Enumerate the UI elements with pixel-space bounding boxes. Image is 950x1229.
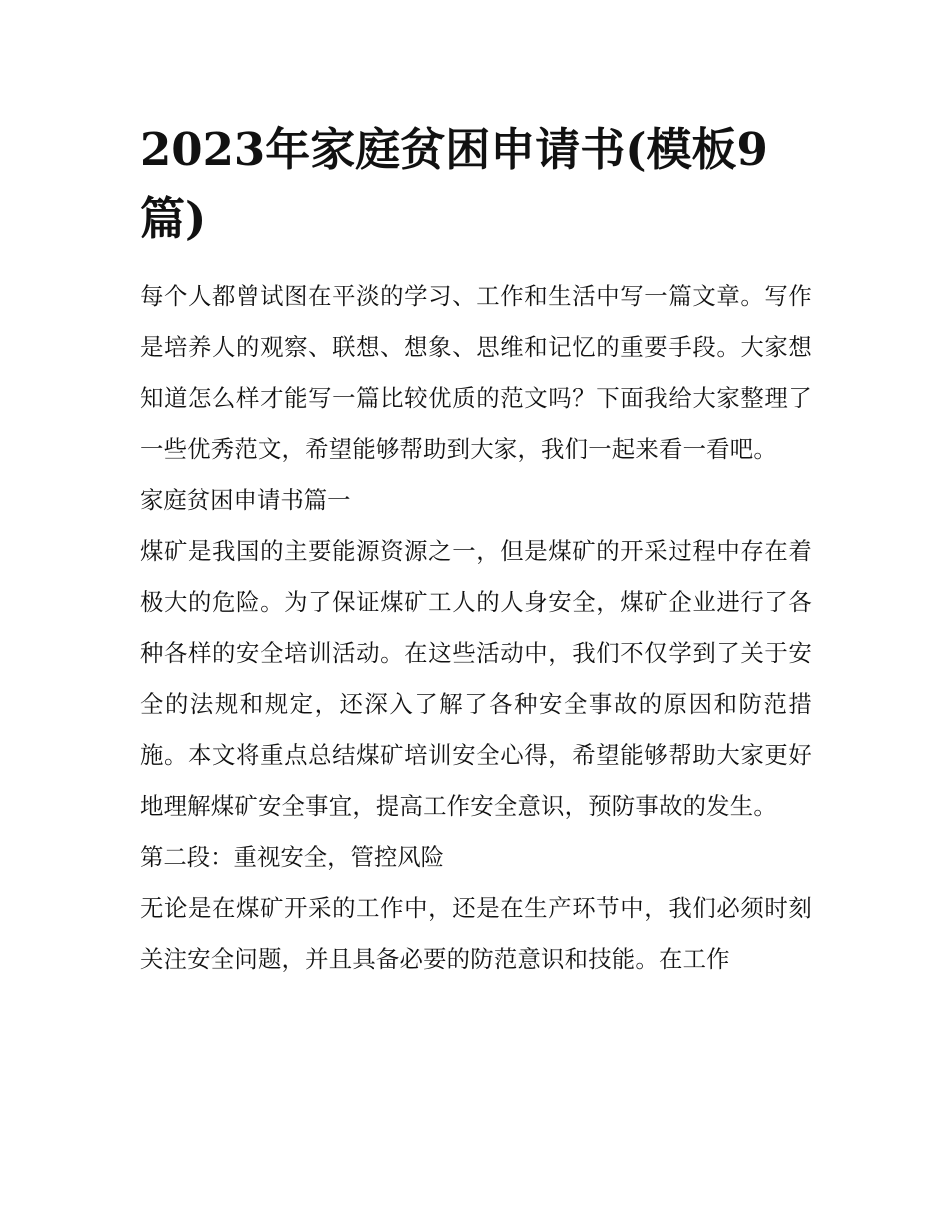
section-heading-1: 家庭贫困申请书篇一 <box>140 486 351 514</box>
intro-paragraph: 每个人都曾试图在平淡的学习、工作和生活中写一篇文章。写作是培养人的观察、联想、想象、思维和记忆的重要手段。大家想知道怎么样才能写一篇比较优质的范文吗？下面我给大家整理了一些优秀范文，希望能够帮助到大家，我们一起来看一看吧。 <box>140 282 812 463</box>
section-heading-2: 第二段：重视安全，管控风险 <box>140 843 445 871</box>
document-title: 2023年家庭贫困申请书(模板9篇) <box>140 123 768 245</box>
section-paragraph-1: 煤矿是我国的主要能源资源之一，但是煤矿的开采过程中存在着极大的危险。为了保证煤矿工人的人身安全，煤矿企业进行了各种各样的安全培训活动。在这些活动中，我们不仅学到了关于安全的法规和规定，还深入了解了各种安全事故的原因和防范措施。本文将重点总结煤矿培训安全心得，希望能够帮助大家更好地理解煤矿安全事宜，提高工作安全意识，预防事故的发生。 <box>140 537 812 820</box>
section-paragraph-2: 无论是在煤矿开采的工作中，还是在生产环节中，我们必须时刻关注安全问题，并且具备必要的防范意识和技能。在工作 <box>140 894 812 973</box>
document-page <box>140 115 812 985</box>
